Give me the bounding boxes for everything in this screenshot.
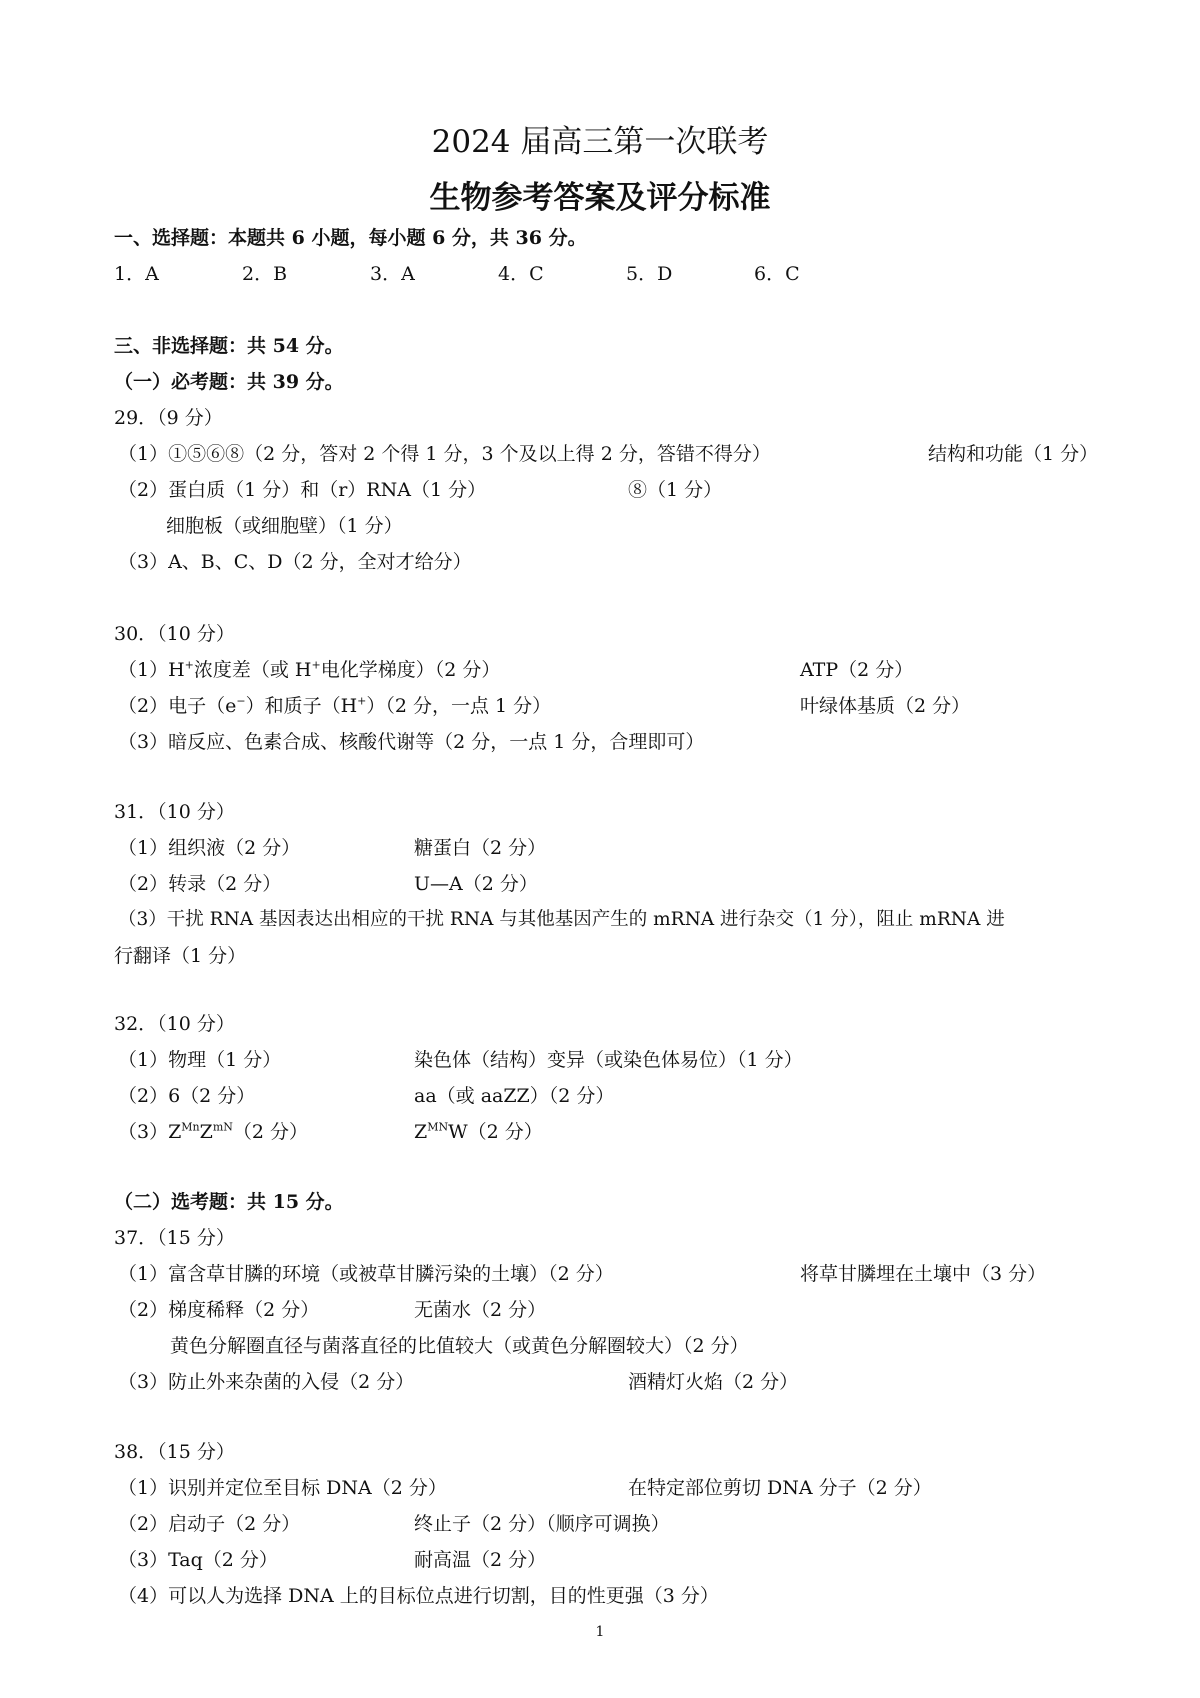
q37-answer-2c: 黄色分解圈直径与菌落直径的比值较大（或黄色分解圈较大）（2 分） (170, 1335, 749, 1357)
q38-answer-1b: 在特定部位剪切 DNA 分子（2 分） (628, 1477, 932, 1499)
q38-answer-4: （4）可以人为选择 DNA 上的目标位点进行切割，目的性更强（3 分） (118, 1585, 719, 1607)
q31-answer-2b: U—A（2 分） (414, 873, 538, 895)
q29-answer-2b: ⑧（1 分） (628, 479, 723, 501)
q32-answer-3: $(3)Z^{Mn}Z^{mN}(2$ 分） (118, 1120, 309, 1143)
q38-answer-2: （2）启动子（2 分） (118, 1513, 301, 1535)
mc-answer-1: 1．A (114, 263, 159, 285)
q37-answer-3: （3）防止外来杂菌的入侵（2 分） (118, 1371, 415, 1393)
q31-answer-1: （1）组织液（2 分） (118, 837, 301, 859)
q31-answer-1b: 糖蛋白（2 分） (414, 837, 547, 859)
q37-answer-2: （2）梯度稀释（2 分） (118, 1299, 320, 1321)
q30-answer-1: （1）H+浓度差（或 H+电化学梯度）（2 分） (118, 658, 501, 681)
q37-heading: 37．（15 分） (114, 1227, 235, 1249)
q29-answer-2: （2）蛋白质（1 分）和（r）RNA（1 分） (118, 479, 487, 501)
page-subtitle: 生物参考答案及评分标准 (429, 180, 771, 216)
q31-answer-3: （3）干扰 RNA 基因表达出相应的干扰 RNA 与其他基因产生的 mRNA 进行杂交（1 分），阻止 mRNA 进 (118, 909, 1005, 930)
q38-heading: 38．（15 分） (114, 1441, 235, 1463)
q29-answer-1: （1）①⑤⑥⑧（2 分，答对 2 个得 1 分，3 个及以上得 2 分，答错不得分） (118, 443, 771, 465)
required-heading: （一）必考题：共 39 分。 (114, 371, 344, 393)
q37-answer-1: （1）富含草甘膦的环境（或被草甘膦污染的土壤）（2 分） (118, 1263, 614, 1285)
q32-answer-3b: $Z^{MN}W(2$ 分） (414, 1120, 543, 1143)
q38-answer-3b: 耐高温（2 分） (414, 1549, 547, 1571)
q30-answer-1b: ATP（2 分） (800, 659, 914, 681)
q31-heading: 31．（10 分） (114, 801, 235, 823)
q31-answer-2: （2）转录（2 分） (118, 873, 282, 895)
q29-answer-1b: 结构和功能（1 分） (928, 443, 1099, 465)
page-number: 1 (595, 1624, 605, 1640)
q38-answer-3: （3）Taq（2 分） (118, 1549, 278, 1571)
q32-answer-1: （1）物理（1 分） (118, 1049, 282, 1071)
q32-answer-2b: aa（或 aaZZ）（2 分） (414, 1085, 615, 1107)
mc-answer-2: 2．B (242, 263, 288, 285)
q29-answer-3: （3）A、B、C、D（2 分，全对才给分） (118, 551, 472, 573)
q31-answer-3-cont: 行翻译（1 分） (114, 945, 247, 967)
q29-heading: 29．（9 分） (114, 407, 223, 429)
q38-answer-1: （1）识别并定位至目标 DNA（2 分） (118, 1477, 447, 1499)
q32-answer-2: （2）6（2 分） (118, 1085, 256, 1107)
q30-answer-2b: 叶绿体基质（2 分） (800, 695, 971, 717)
q30-answer-2: （2）电子（e−）和质子（H+）（2 分，一点 1 分） (118, 694, 552, 717)
q38-answer-2b: 终止子（2 分）（顺序可调换） (414, 1513, 670, 1535)
q37-answer-1b: 将草甘膦埋在土壤中（3 分） (800, 1263, 1047, 1285)
nonmc-heading: 三、非选择题：共 54 分。 (114, 335, 344, 357)
page-title: 2024 届高三第一次联考 (431, 124, 769, 160)
mc-answer-5: 5．D (626, 263, 673, 285)
mc-answer-4: 4．C (498, 263, 544, 285)
q37-answer-3b: 酒精灯火焰（2 分） (628, 1371, 799, 1393)
mc-answer-6: 6．C (754, 263, 800, 285)
q37-answer-2b: 无菌水（2 分） (414, 1299, 547, 1321)
elective-heading: （二）选考题：共 15 分。 (114, 1191, 344, 1213)
q32-answer-1b: 染色体（结构）变异（或染色体易位）（1 分） (414, 1049, 803, 1071)
q30-heading: 30．（10 分） (114, 623, 235, 645)
mc-answer-3: 3．A (370, 263, 415, 285)
mc-heading: 一、选择题：本题共 6 小题，每小题 6 分，共 36 分。 (114, 227, 587, 249)
q30-answer-3: （3）暗反应、色素合成、核酸代谢等（2 分，一点 1 分，合理即可） (118, 731, 705, 753)
q32-heading: 32．（10 分） (114, 1013, 235, 1035)
q29-answer-2c: 细胞板（或细胞壁）（1 分） (166, 515, 403, 537)
